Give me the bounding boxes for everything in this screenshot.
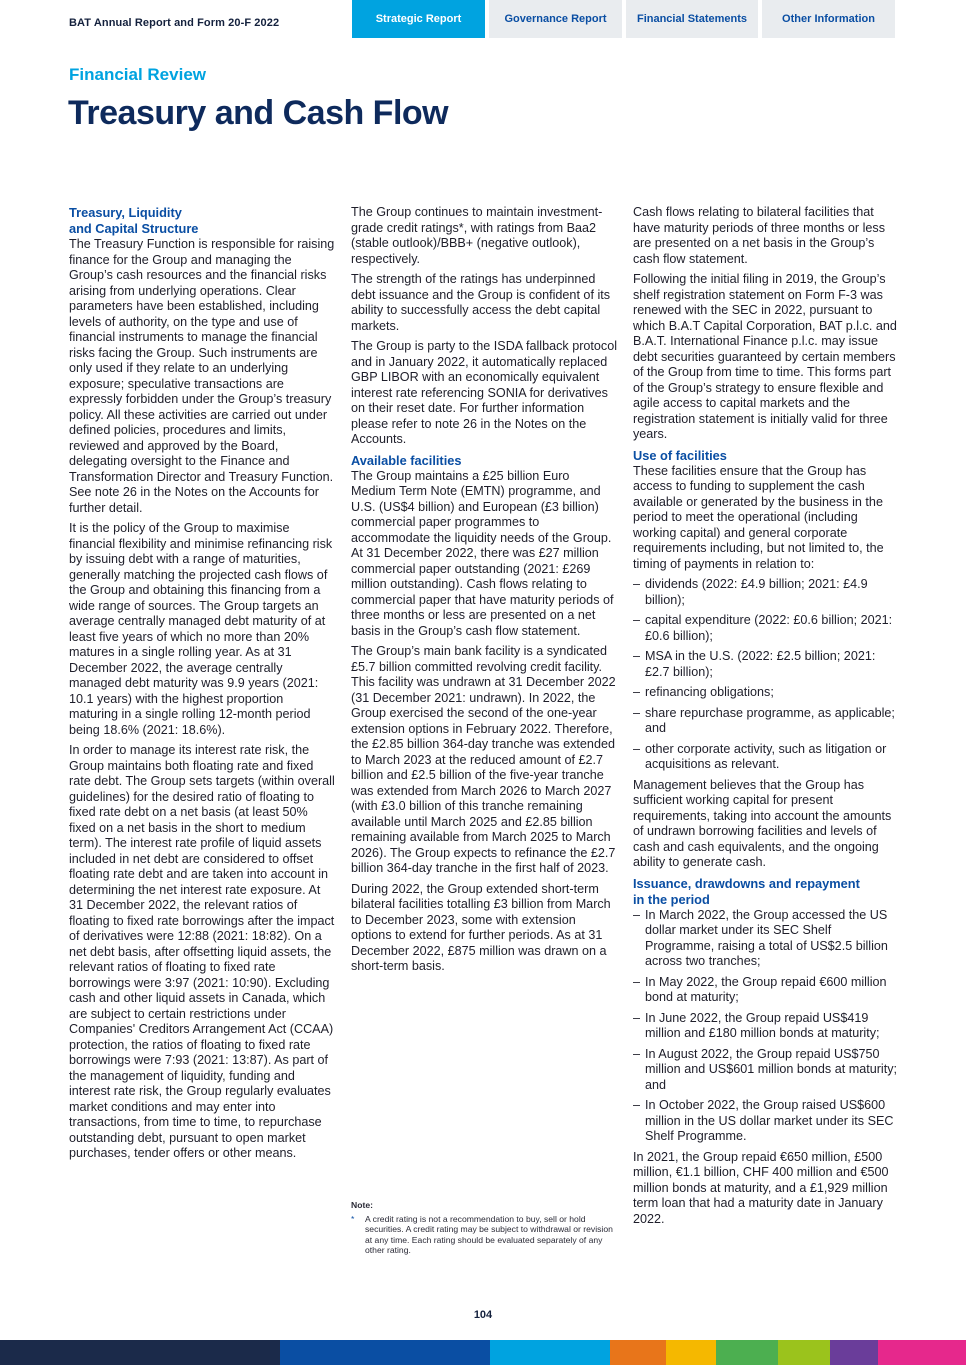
section-tabs [352, 0, 895, 38]
heading-use-of-facilities: Use of facilities [633, 447, 727, 463]
color-bar-segment [716, 1340, 778, 1365]
color-bar-segment [610, 1340, 666, 1365]
list-item: – other corporate activity, such as litigation or acquisitions as relevant. [633, 742, 899, 773]
list-item: – capital expenditure (2022: £0.6 billion; 2021: £0.6 billion); [633, 613, 899, 644]
tab-financial-statements[interactable]: Financial Statements [626, 0, 758, 38]
column-1 [69, 205, 335, 1167]
color-bar-segment [778, 1340, 830, 1365]
paragraph: Following the initial filing in 2019, the Group’s shelf registration statement on Form F-3 was renewed with the SEC in 2022, pursuant to which B.A.T Capital Corporation, BAT p.l.c. and B.A.T. International Finance p.l.c. may issue debt securities guaranteed by certain members of the Group from time to time. This forms part of the Group’s strategy to ensure flexible and agile access to capital markets and the registration statement is initially valid for three years. [633, 272, 897, 441]
page-title: Treasury and Cash Flow [68, 94, 449, 132]
color-bar [0, 1340, 966, 1365]
list-item: – In October 2022, the Group raised US$600 million in the US dollar market under its SEC Shelf Programme. [633, 1098, 899, 1145]
color-bar-segment [830, 1340, 878, 1365]
color-bar-segment [490, 1340, 610, 1365]
paragraph: In order to manage its interest rate risk, the Group maintains both floating rate and fixed rate debt. The Group sets targets (within overall guidelines) for the desired ratio of floating to fixed rate debt on a net basis (at least 50% fixed on a net basis in the short to medium term). The interest rate profile of liquid assets included in net debt are considered to offset floating rate debt and are taken into account in determining the net interest rate exposure. At 31 December 2022, the relevant ratios of floating to fixed rate borrowings after the impact of derivatives were 12:88 (2021: 18:82). On a net debt basis, after offsetting liquid assets, the relevant ratios of floating to fixed rate borrowings were 3:97 (2021: 10:90). Excluding cash and other liquid assets in Canada, which are subject to certain restrictions under Companies' Creditors Arrangement Act (CCAA) protection, the ratios of floating to fixed rate borrowings were 7:93 (2021: 13:87). As part of the management of liquidity, funding and interest rate risk, the Group regularly evaluates market conditions and may enter into transactions, from time to time, to repurchase outstanding debt, pursuant to open market purchases, tender offers or other means. [69, 743, 335, 1160]
heading-line: Issuance, drawdowns and repayment [633, 875, 860, 891]
page-number: 104 [473, 1309, 493, 1321]
footnote-text: A credit rating is not a recommendation to buy, sell or hold securities. A credit rating may be subject to withdrawal or revision at any time. Each rating should be evaluated separately of any other rating. [365, 1213, 613, 1255]
list-item: – In March 2022, the Group accessed the US dollar market under its SEC Shelf Programme, raising a total of US$2.5 billion across two tranches; [633, 908, 899, 970]
list-item: – dividends (2022: £4.9 billion; 2021: £4.9 billion); [633, 577, 899, 608]
heading-line: and Capital Structure [69, 221, 199, 236]
list-item: – MSA in the U.S. (2022: £2.5 billion; 2021: £2.7 billion); [633, 649, 899, 680]
paragraph: The Group’s main bank facility is a syndicated £5.7 billion committed revolving credit facility. This facility was undrawn at 31 December 2022 (31 December 2021: undrawn). In 2022, the Group exercised the second of the one-year extension options in February 2022. Therefore, the £2.85 billion 364-day tranche was extended to March 2023 at the reduced amount of £2.7 billion and £2.5 billion of the five-year tranche was extended from March 2026 to March 2027 (with £3.0 billion of this tranche remaining available until March 2025 and £2.85 billion remaining available from March 2025 to March 2026). The Group expects to refinance the £2.7 billion 364-day tranche in the first half of 2023. [351, 644, 616, 875]
heading-line: in the period [633, 891, 710, 907]
color-bar-segment [0, 1340, 280, 1365]
color-bar-segment [878, 1340, 966, 1365]
color-bar-segment [666, 1340, 716, 1365]
list-item: – In May 2022, the Group repaid €600 million bond at maturity; [633, 975, 899, 1006]
use-of-facilities-list [633, 577, 899, 773]
paragraph: Cash flows relating to bilateral facilities that have maturity periods of three months or less are presented on a net basis in the Group’s cash flow statement. [633, 205, 885, 266]
tab-governance-report[interactable]: Governance Report [489, 0, 622, 38]
list-item: – refinancing obligations; [633, 685, 899, 701]
paragraph: The Treasury Function is responsible for raising finance for the Group and managing the Group’s cash resources and the financial risks arising from underlying operations. Clear parameters have been established, including levels of authority, on the type and use of financial instruments to manage the financial risks facing the Group. Such instruments are only used if they relate to an underlying exposure; speculative transactions are expressly forbidden under the Group’s treasury policy. All these activities are carried out under defined policies, procedures and limits, reviewed and approved by the Board, delegating oversight to the Finance and Transformation Director and Treasury Function. See note 26 in the Notes on the Accounts for further detail. [69, 237, 335, 515]
paragraph: The Group continues to maintain investment-grade credit ratings*, with ratings from Baa2 (stable outlook)/BBB+ (negative outlook), respectively. [351, 205, 603, 266]
color-bar-segment [280, 1340, 490, 1365]
paragraph: The Group maintains a £25 billion Euro Medium Term Note (EMTN) programme, and U.S. (US$4 billion) and European (£3 billion) commercial paper programmes to accommodate the liquidity needs of the Group. At 31 December 2022, there was £27 million commercial paper outstanding (2021: £269 million outstanding). Cash flows relating to commercial paper that have maturity periods of three months or less are presented on a net basis in the Group’s cash flow statement. [351, 468, 614, 638]
footnote [351, 1200, 617, 1256]
footnote-title: Note: [351, 1200, 373, 1210]
column-2 [351, 205, 617, 980]
heading-available-facilities: Available facilities [351, 452, 462, 468]
paragraph: The strength of the ratings has underpinned debt issuance and the Group is confident of its ability to successfully access the debt capital markets. [351, 272, 611, 333]
section-label: Financial Review [69, 65, 206, 84]
footnote-marker: * [351, 1213, 355, 1224]
list-item: – share repurchase programme, as applicable; and [633, 706, 899, 737]
issuance-list [633, 908, 899, 1145]
doc-title: BAT Annual Report and Form 20-F 2022 [69, 17, 280, 29]
paragraph: Management believes that the Group has sufficient working capital for present requirements, taking into account the amounts of undrawn borrowing facilities and levels of cash and cash equivalents, and the ongoing ability to generate cash. [633, 777, 892, 869]
paragraph: In 2021, the Group repaid €650 million, £500 million, €1.1 billion, CHF 400 million and €500 million bonds at maturity, and a £1,929 million term loan that had a maturity date in January 2022. [633, 1149, 889, 1226]
paragraph: It is the policy of the Group to maximise financial flexibility and minimise refinancing risk by issuing debt with a range of maturities, generally matching the projected cash flows of the Group and obtaining this financing from a wide range of sources. The Group targets an average centrally managed debt maturity of at least five years of which no more than 20% matures in a single rolling year. As at 31 December 2022, the average centrally managed debt maturity was 9.9 years (2021: 10.1 years) with the highest proportion maturing in a single rolling 12-month period being 18.6% (2021: 18.6%). [69, 521, 333, 737]
heading-treasury-liquidity [69, 205, 335, 237]
tab-other-information[interactable]: Other Information [762, 0, 895, 38]
column-3 [633, 205, 899, 1232]
paragraph: The Group is party to the ISDA fallback protocol and in January 2022, it automatically replaced GBP LIBOR with an economically equivalent interest rate referencing SONIA for derivatives on their reset date. For further information please refer to note 26 in the Notes on the Accounts. [351, 339, 617, 446]
list-item: – In August 2022, the Group repaid US$750 million and US$601 million bonds at maturity; and [633, 1047, 899, 1094]
heading-line: Treasury, Liquidity [69, 205, 182, 220]
paragraph: During 2022, the Group extended short-term bilateral facilities totalling £3 billion from March to December 2023, some with extension options to extend for further periods. As at 31 December 2022, £875 million was drawn on a short-term basis. [351, 881, 611, 973]
tab-strategic-report[interactable]: Strategic Report [352, 0, 485, 38]
list-item: – In June 2022, the Group repaid US$419 million and £180 million bonds at maturity; [633, 1011, 899, 1042]
paragraph: These facilities ensure that the Group has access to funding to supplement the cash available or generated by the business in the period to meet the operational (including working capital) and general corporate requirements including, but not limited to, the timing of payments in relation to: [633, 463, 884, 571]
heading-issuance [633, 876, 899, 908]
